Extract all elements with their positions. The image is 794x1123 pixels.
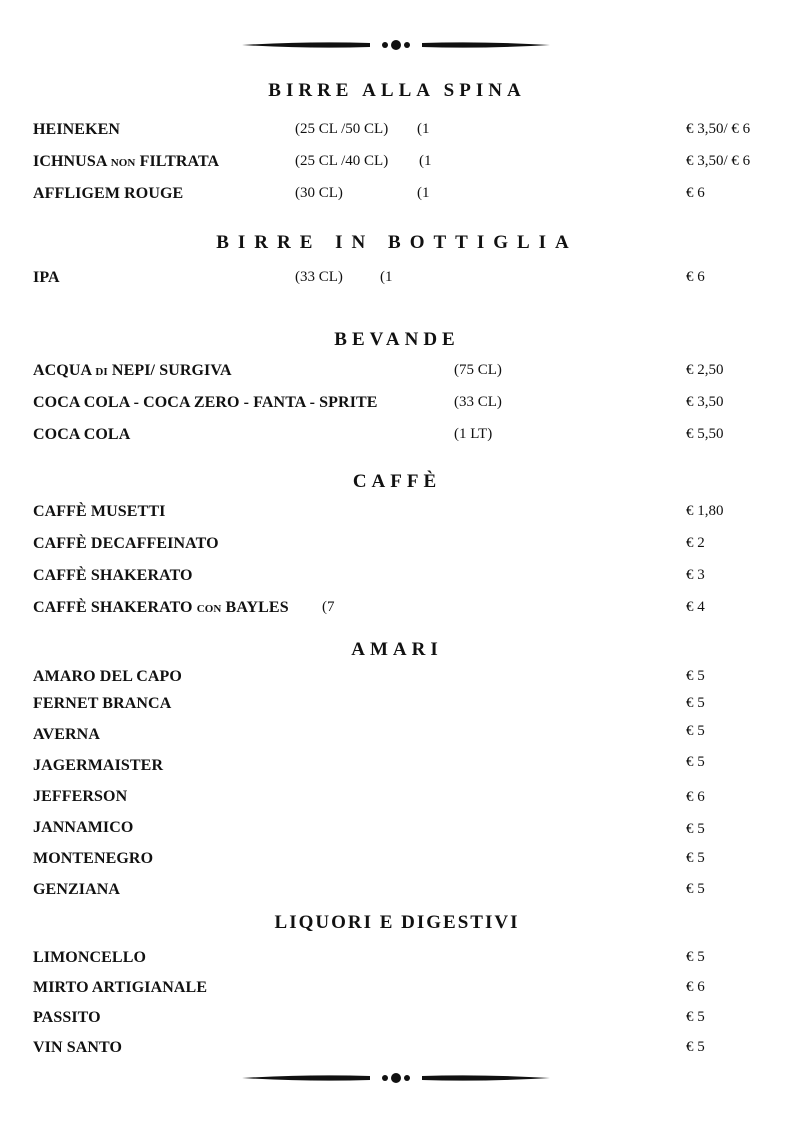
menu-item [33, 881, 773, 903]
menu-item [33, 668, 773, 690]
menu-item [33, 567, 773, 589]
menu-item [33, 754, 773, 779]
item-name: CAFFÈ SHAKERATO con BAYLES [33, 599, 289, 616]
menu-item [33, 850, 773, 872]
item-allergen: (1 [380, 269, 393, 285]
item-name: ICHNUSA non FILTRATA [33, 153, 220, 170]
menu-item [33, 185, 773, 207]
item-size: (25 CL /50 CL) [295, 121, 389, 137]
item-name: MIRTO ARTIGIANALE [33, 979, 208, 996]
item-name: MONTENEGRO [33, 850, 154, 867]
menu-item [33, 153, 773, 175]
menu-item [33, 503, 773, 525]
item-name: LIMONCELLO [33, 949, 147, 966]
item-allergen: (7 [322, 599, 335, 615]
section-title-caffe: CAFFÈ [352, 471, 442, 492]
item-price: € 3 [686, 567, 705, 583]
item-name: GENZIANA [33, 881, 121, 898]
menu-item [33, 426, 773, 448]
item-size: (33 CL) [454, 394, 502, 410]
menu-item [33, 949, 773, 971]
item-name: CAFFÈ DECAFFEINATO [33, 535, 219, 552]
section-title-amari: AMARI [351, 639, 443, 660]
item-price: € 5 [686, 949, 705, 965]
item-price: € 3,50/ € 6 [686, 121, 751, 137]
item-name: JAGERMAISTER [33, 757, 164, 774]
item-name: AVERNA [33, 726, 100, 743]
item-price: € 5 [686, 1039, 705, 1055]
top-ornament-divider [240, 38, 552, 52]
item-size: (33 CL) [295, 269, 343, 285]
item-price: € 1,80 [686, 503, 724, 519]
item-name: AFFLIGEM ROUGE [33, 185, 184, 202]
item-price: € 2,50 [686, 362, 724, 378]
item-price: € 3,50 [686, 394, 724, 410]
section-title-liquori: LIQUORI E DIGESTIVI [274, 912, 520, 933]
item-name: HEINEKEN [33, 121, 121, 138]
item-price: € 6 [686, 185, 705, 201]
item-price: € 5 [686, 850, 705, 866]
item-size: (75 CL) [454, 362, 502, 378]
item-price: € 5 [686, 1009, 705, 1025]
menu-item [33, 535, 773, 557]
item-name: JANNAMICO [33, 819, 134, 836]
item-allergen: (1 [417, 185, 430, 201]
menu-item [33, 788, 773, 810]
item-price: € 5 [686, 723, 705, 739]
item-price: € 3,50/ € 6 [686, 153, 751, 169]
item-price: € 6 [686, 789, 705, 805]
item-name: COCA COLA - COCA ZERO - FANTA - SPRITE [33, 394, 378, 411]
section-title-bevande: BEVANDE [334, 329, 460, 350]
item-price: € 5 [686, 754, 705, 770]
item-allergen: (1 [419, 153, 432, 169]
menu-item [33, 979, 773, 1001]
menu-item [33, 819, 773, 841]
item-price: € 5 [686, 695, 705, 711]
item-size: (30 CL) [295, 185, 343, 201]
item-name: JEFFERSON [33, 788, 128, 805]
item-name: AMARO DEL CAPO [33, 668, 182, 685]
item-name: IPA [33, 269, 60, 286]
item-price: € 5 [686, 821, 705, 837]
item-name: PASSITO [33, 1009, 101, 1026]
item-price: € 5,50 [686, 426, 724, 442]
menu-item [33, 1039, 773, 1061]
item-price: € 2 [686, 535, 705, 551]
item-name: ACQUA di NEPI/ SURGIVA [33, 362, 232, 379]
menu-item [33, 394, 773, 416]
item-size: (25 CL /40 CL) [295, 153, 389, 169]
item-allergen: (1 [417, 121, 430, 137]
item-name: CAFFÈ SHAKERATO [33, 567, 193, 584]
menu-item [33, 269, 773, 291]
item-size: (1 LT) [454, 426, 493, 442]
item-price: € 4 [686, 599, 705, 615]
bottom-ornament-divider [240, 1071, 552, 1085]
item-price: € 5 [686, 881, 705, 897]
menu-item [33, 695, 773, 717]
item-name: COCA COLA [33, 426, 131, 443]
menu-item [33, 362, 773, 384]
item-price: € 6 [686, 269, 705, 285]
item-price: € 6 [686, 979, 705, 995]
section-title-birre-spina: BIRRE ALLA SPINA [268, 80, 526, 101]
section-title-birre-bottiglia: BIRRE IN BOTTIGLIA [216, 232, 578, 253]
item-name: FERNET BRANCA [33, 695, 172, 712]
menu-item [33, 1009, 773, 1031]
item-price: € 5 [686, 668, 705, 684]
item-name: CAFFÈ MUSETTI [33, 503, 166, 520]
menu-item [33, 723, 773, 748]
item-name: VIN SANTO [33, 1039, 123, 1056]
menu-item [33, 121, 773, 143]
menu-item [33, 599, 773, 621]
